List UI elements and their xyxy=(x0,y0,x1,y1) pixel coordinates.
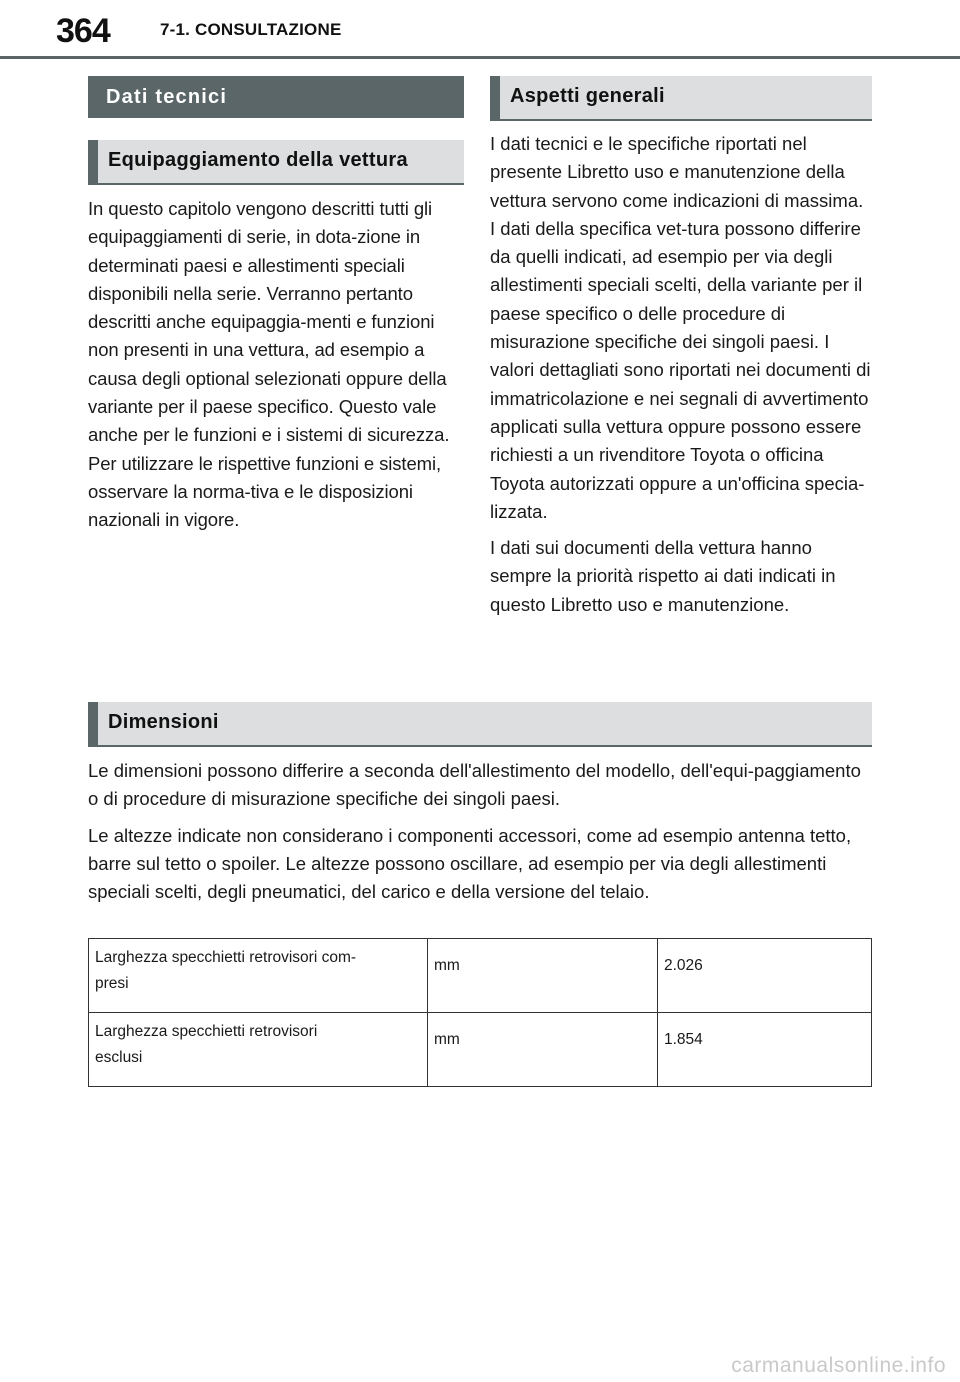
paragraph-dimensioni-1: Le dimensioni possono differire a seconda dell'allestimento del modello, dell'equi-paggiamento o di procedure di misurazione specifiche dei singoli paesi. xyxy=(88,760,861,810)
paragraph-aspetti-1: I dati tecnici e le specifiche riportati nel presente Libretto uso e manutenzione della vettura servono come indicazioni di massima. I dati della specifica vet-tura possono differire da quelli indicati, ad esempio per via degli allestimenti speciali scelti, della variante per il paese specifico o delle procedure di misurazione specifiche dei singoli paesi. I valori dettagliati sono riportati nei documenti di immatricolazione e nei segnali di avvertimento applicati sulla vettura oppure possono essere richiesti a un rivenditore Toyota o officina Toyota autorizzati oppure a un'officina specia-lizzata. xyxy=(490,133,871,522)
section-title-dati-tecnici: Dati tecnici xyxy=(88,76,464,118)
page-number: 364 xyxy=(56,12,110,50)
subhead-aspetti-generali: Aspetti generali xyxy=(490,76,872,121)
spacer xyxy=(490,121,872,130)
table-cell-unit: mm xyxy=(428,1013,658,1087)
label-line: Larghezza specchietti retrovisori xyxy=(95,1023,318,1040)
page-header xyxy=(0,0,960,62)
dimensions-section xyxy=(88,702,872,914)
paragraph-dimensioni-2: Le altezze indicate non considerano i componenti accessori, come ad esempio antenna tetto, barre sul tetto o spoiler. Le altezze possono oscillare, ad esempio per via degli allestimenti speciali scelti, degli pneumatici, del carico e della versione del telaio. xyxy=(88,824,852,903)
spacer xyxy=(88,747,872,757)
paragraph-aspetti-2: I dati sui documenti della vettura hanno sempre la priorità rispetto ai dati indicati in questo Libretto uso e manutenzione. xyxy=(490,537,836,615)
table-cell-label xyxy=(89,939,428,1013)
subhead-dimensioni: Dimensioni xyxy=(88,702,872,747)
watermark: carmanualsonline.info xyxy=(731,1354,946,1377)
table-cell-unit: mm xyxy=(428,939,658,1013)
chapter-title: 7-1. CONSULTAZIONE xyxy=(160,20,342,39)
subhead-equipaggiamento: Equipaggiamento della vettura xyxy=(88,140,464,185)
label-line: Larghezza specchietti retrovisori com- xyxy=(95,949,357,966)
right-column xyxy=(490,76,872,627)
table-cell-label xyxy=(89,1013,428,1087)
label-line: presi xyxy=(95,975,129,992)
spacer xyxy=(88,185,464,195)
table-row xyxy=(89,939,872,1013)
header-divider xyxy=(0,56,960,59)
spacer xyxy=(88,118,464,140)
label-line: esclusi xyxy=(95,1049,143,1066)
table-row xyxy=(89,1013,872,1087)
dimensions-table-wrapper xyxy=(88,938,872,1087)
left-column xyxy=(88,76,464,543)
paragraph-equipaggiamento: In questo capitolo vengono descritti tutti gli equipaggiamenti di serie, in dota-zione in determinati paesi e allestimenti speciali disponibili nella serie. Verranno pertanto descritti anche equipaggia-menti e funzioni non presenti in una vettura, ad esempio a causa degli optional selezionati oppure della variante per il paese specifico. Questo vale anche per le funzioni e i sistemi di sicurezza. Per utilizzare le rispettive funzioni e sistemi, osservare la norma-tiva e le disposizioni nazionali in vigore. xyxy=(88,198,450,531)
table-cell-value: 1.854 xyxy=(658,1013,872,1087)
dimensions-table xyxy=(88,938,872,1087)
table-cell-value: 2.026 xyxy=(658,939,872,1013)
